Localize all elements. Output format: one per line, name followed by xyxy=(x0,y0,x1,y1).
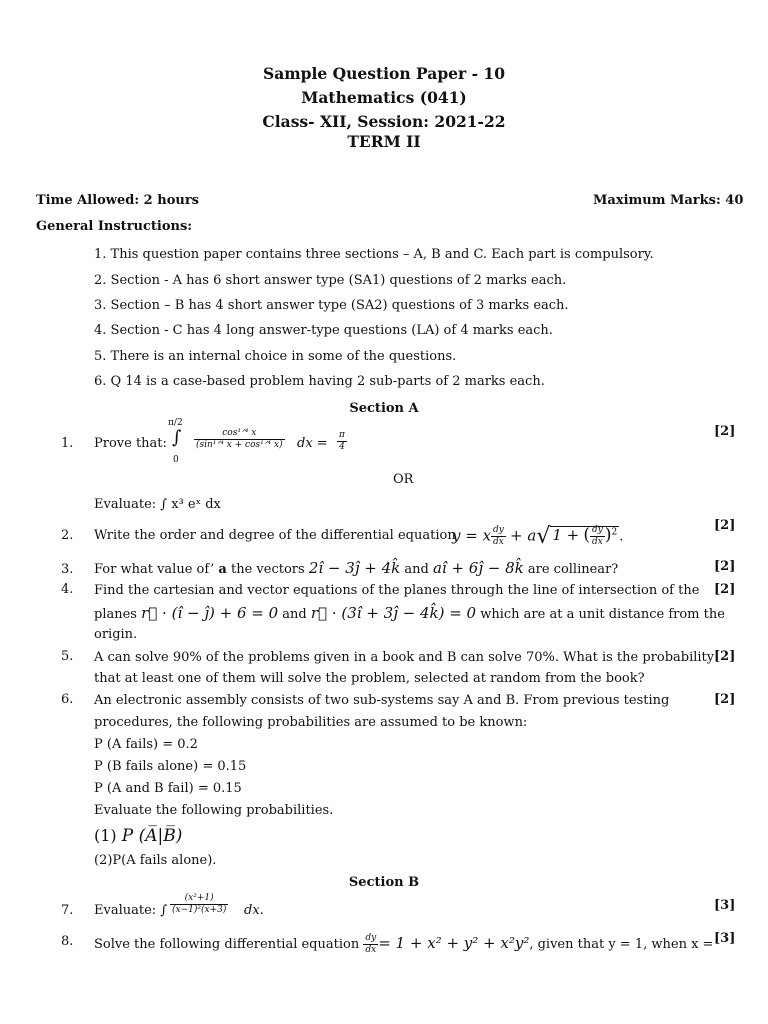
q1-rhs xyxy=(337,430,347,453)
q3-bold-a: a xyxy=(218,562,227,577)
question-number: 7. xyxy=(61,903,74,918)
q2-power: 2 xyxy=(611,528,618,538)
q1-integral-upper: π/2 xyxy=(168,418,183,428)
q3-vector-2: aî + 6ĵ − 8k̂ xyxy=(432,559,524,577)
q7-fraction xyxy=(170,893,228,916)
q1-prefix: Prove that: xyxy=(94,436,167,451)
q6-line-7 xyxy=(94,824,182,848)
instruction-item: 5. There is an internal choice in some of the questions. xyxy=(94,349,457,364)
q8-dy: dy xyxy=(365,933,377,943)
q1-denominator: (sin¹ᐟ⁴ x + cos¹ᐟ⁴ x) xyxy=(196,440,283,450)
question-number: 6. xyxy=(61,692,74,707)
class-session: Class- XII, Session: 2021-22 xyxy=(262,112,506,131)
q3-vector-1: 2î − 3ĵ + 4k̂ xyxy=(308,559,401,577)
q4-line-1: Find the cartesian and vector equations of the planes through the line of intersection of the xyxy=(94,583,700,598)
q1-alternative: Evaluate: ∫ x³ eˣ dx xyxy=(94,497,221,512)
q6-part-1-math: P (A̅|B̅) xyxy=(121,826,183,846)
q1-rhs-den: 4 xyxy=(339,442,345,452)
question-marks: [2] xyxy=(714,424,736,439)
paper-title: Sample Question Paper - 10 xyxy=(263,64,505,83)
instruction-item: 2. Section - A has 6 short answer type (SA1) questions of 2 marks each. xyxy=(94,273,567,288)
instruction-item: 4. Section - C has 4 long answer-type questions (LA) of 4 marks each. xyxy=(94,323,553,338)
instruction-item: 6. Q 14 is a case-based problem having 2 sub-parts of 2 marks each. xyxy=(94,374,545,389)
q3-text-b: the vectors xyxy=(231,562,305,577)
q2-equation: y = x $\frac{dy}{dx}$ + a√ 1 + ( $\frac{dy}{dx}$ )$^2$ . xyxy=(452,523,624,549)
question-number: 1. xyxy=(61,436,74,451)
q6-line-4: P (B fails alone) = 0.15 xyxy=(94,759,247,774)
q7-numerator: (x²+1) xyxy=(170,893,228,905)
question-marks: [2] xyxy=(714,692,736,707)
q5-line-1: A can solve 90% of the problems given in a book and B can solve 70%. What is the probability xyxy=(94,650,715,665)
q7-tail: dx. xyxy=(244,903,264,918)
question-marks: [3] xyxy=(714,898,736,913)
or-separator: OR xyxy=(393,472,414,487)
question-marks: [2] xyxy=(714,559,736,574)
q4-plane-eq-1: r⃗ · (î − ĵ) + 6 = 0 xyxy=(141,604,279,622)
general-instructions-heading: General Instructions: xyxy=(36,219,193,234)
question-number: 2. xyxy=(61,528,74,543)
q1-integral-lower: 0 xyxy=(173,455,179,465)
question-number: 8. xyxy=(61,934,74,949)
q6-line-2: procedures, the following probabilities are assumed to be known: xyxy=(94,715,528,730)
q4-line-3: origin. xyxy=(94,627,138,642)
q8-dx: dx xyxy=(365,945,377,955)
q2-dx: dx xyxy=(493,537,504,548)
q2-dx-inner: dx xyxy=(592,537,603,548)
q6-line-6: Evaluate the following probabilities. xyxy=(94,803,334,818)
question-marks: [3] xyxy=(714,931,736,946)
q2-eq-left: y = x xyxy=(452,526,492,545)
q6-part-1-label: (1) xyxy=(94,826,117,845)
q8-line xyxy=(94,933,713,956)
q2-dy-inner: dy xyxy=(592,525,603,536)
question-marks: [2] xyxy=(714,518,736,533)
q1-integral-sign: ∫ xyxy=(172,427,182,448)
section-a-heading: Section A xyxy=(349,401,419,416)
question-number: 3. xyxy=(61,562,74,577)
q6-line-3: P (A fails) = 0.2 xyxy=(94,737,198,752)
maximum-marks: Maximum Marks: 40 xyxy=(593,193,744,208)
q1-fraction xyxy=(194,428,285,451)
q6-line-8: (2)P(A fails alone). xyxy=(94,853,217,868)
instruction-item: 3. Section – B has 4 short answer type (SA2) questions of 3 marks each. xyxy=(94,298,569,313)
q6-line-5: P (A and B fail) = 0.15 xyxy=(94,781,242,796)
q5-line-2: that at least one of them will solve the problem, selected at random from the book? xyxy=(94,671,645,686)
q4-tail: which are at a unit distance from the xyxy=(480,607,725,622)
q7-prefix: Evaluate: ∫ xyxy=(94,903,168,918)
term-label: TERM II xyxy=(347,132,421,151)
q3-text-c: are collinear? xyxy=(527,562,619,577)
q1-rhs-num: π xyxy=(339,430,345,440)
q4-and: and xyxy=(282,607,307,622)
q2-dy: dy xyxy=(493,525,504,536)
section-b-heading: Section B xyxy=(348,875,420,890)
q2-end: . xyxy=(619,529,624,545)
q4-plane-eq-2: r⃗ · (3î + 3ĵ − 4k̂) = 0 xyxy=(310,604,477,622)
subject-title: Mathematics (041) xyxy=(301,88,467,107)
time-allowed: Time Allowed: 2 hours xyxy=(36,193,199,208)
q3-and: and xyxy=(404,562,429,577)
question-marks: [2] xyxy=(714,649,736,664)
q3-text xyxy=(94,559,618,579)
instruction-item: 1. This question paper contains three sections – A, B and C. Each part is compulsory. xyxy=(94,247,654,262)
q6-line-1: An electronic assembly consists of two sub-systems say A and B. From previous testing xyxy=(94,693,670,708)
question-marks: [2] xyxy=(714,582,736,597)
q2-plus-a: + a xyxy=(510,526,537,545)
q3-text-a: For what value of’ xyxy=(94,562,215,577)
q8-prefix: Solve the following differential equation xyxy=(94,937,360,952)
q1-numerator: cos¹ᐟ⁴ x xyxy=(194,428,285,440)
q4-line-2 xyxy=(94,604,725,624)
q8-equation: = 1 + x² + y² + x²y² xyxy=(378,934,530,952)
q1-dx-equals: dx = xyxy=(297,436,328,451)
q4-planes: planes xyxy=(94,607,137,622)
q8-tail: , given that y = 1, when x = xyxy=(529,937,714,952)
question-number: 4. xyxy=(61,582,74,597)
question-number: 5. xyxy=(61,649,74,664)
q2-sqrt-inner: 1 + xyxy=(552,526,580,545)
q2-text: Write the order and degree of the differential equation xyxy=(94,528,456,543)
q7-denominator: (x−1)²(x+3) xyxy=(172,905,227,915)
